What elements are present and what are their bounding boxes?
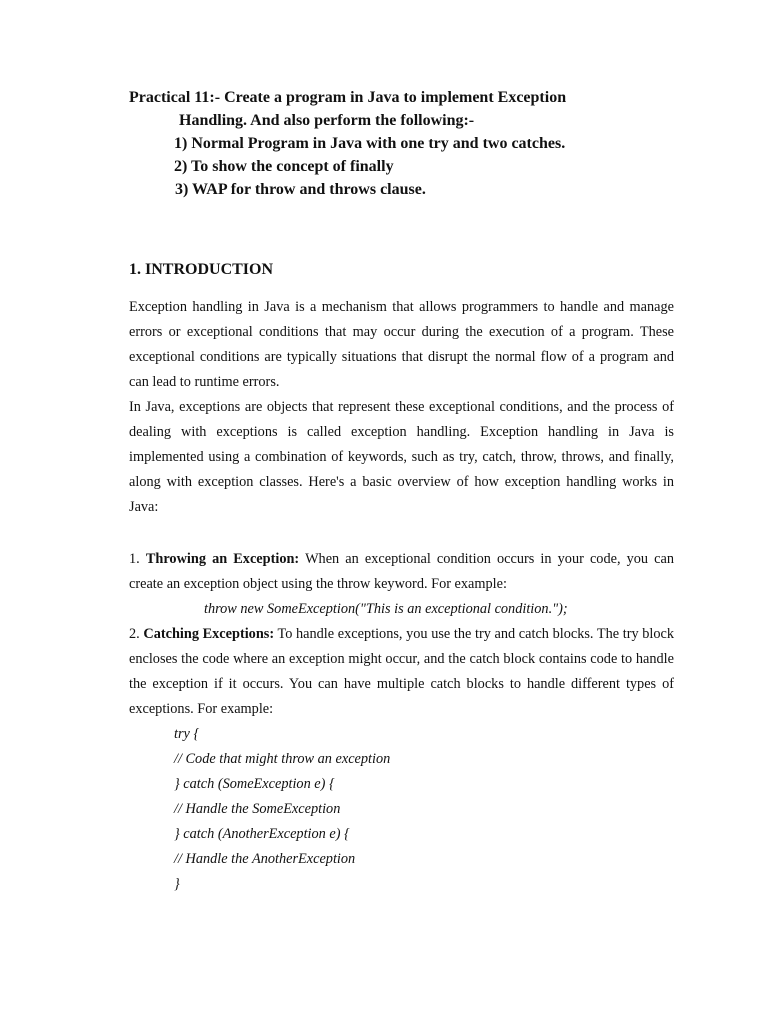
item-text: When an exceptional condition occurs in your code, you can create an exception object using the throw keyword. For example:	[129, 551, 675, 592]
section-title-introduction: 1. INTRODUCTION	[129, 261, 274, 278]
list-item-throwing	[129, 547, 674, 597]
item-lead: Throwing an Exception:	[145, 551, 300, 567]
intro-paragraph-1: Exception handling in Java is a mechanism that allows programmers to handle and manage errors or exceptional conditions that may occur during the execution of a program. These exceptional conditions are typically situations that disrupt the normal flow of a program and can lead to runtime errors.	[129, 299, 674, 390]
heading-line-4: 2) To show the concept of finally	[174, 158, 394, 175]
heading-line-5: 3) WAP for throw and throws clause.	[175, 181, 426, 198]
item-lead: Catching Exceptions:	[143, 626, 275, 642]
code-example-try-catch	[174, 722, 390, 897]
item-number: 2.	[129, 626, 140, 642]
item-number: 1.	[129, 551, 140, 567]
practical-heading	[129, 86, 689, 201]
list-item-catching	[129, 622, 674, 722]
code-line: // Handle the AnotherException	[174, 851, 356, 867]
code-line: // Handle the SomeException	[174, 801, 341, 817]
code-line: } catch (SomeException e) {	[174, 776, 335, 792]
code-line: }	[174, 876, 180, 892]
intro-paragraph-2: In Java, exceptions are objects that represent these exceptional conditions, and the process of dealing with exceptions is called exception handling. Exception handling in Java is implemented using a combination of keywords, such as try, catch, throw, throws, and finally, along with exception classes. Here's a basic overview of how exception handling works in Java:	[129, 399, 674, 515]
item-text: To handle exceptions, you use the try and catch blocks. The try block encloses the code where an exception might occur, and the catch block contains code to handle the exception if it occurs. You can have multiple catch blocks to handle different types of exceptions. For example:	[129, 626, 674, 717]
heading-line-1: Practical 11:- Create a program in Java to implement Exception	[129, 89, 567, 106]
code-example-throw: throw new SomeException("This is an exceptional condition.");	[204, 601, 568, 617]
code-line: // Code that might throw an exception	[174, 751, 391, 767]
code-line: try {	[174, 726, 200, 742]
heading-line-2: Handling. And also perform the following:-	[179, 112, 475, 129]
heading-line-3: 1) Normal Program in Java with one try and two catches.	[174, 135, 566, 152]
code-line: } catch (AnotherException e) {	[174, 826, 350, 842]
